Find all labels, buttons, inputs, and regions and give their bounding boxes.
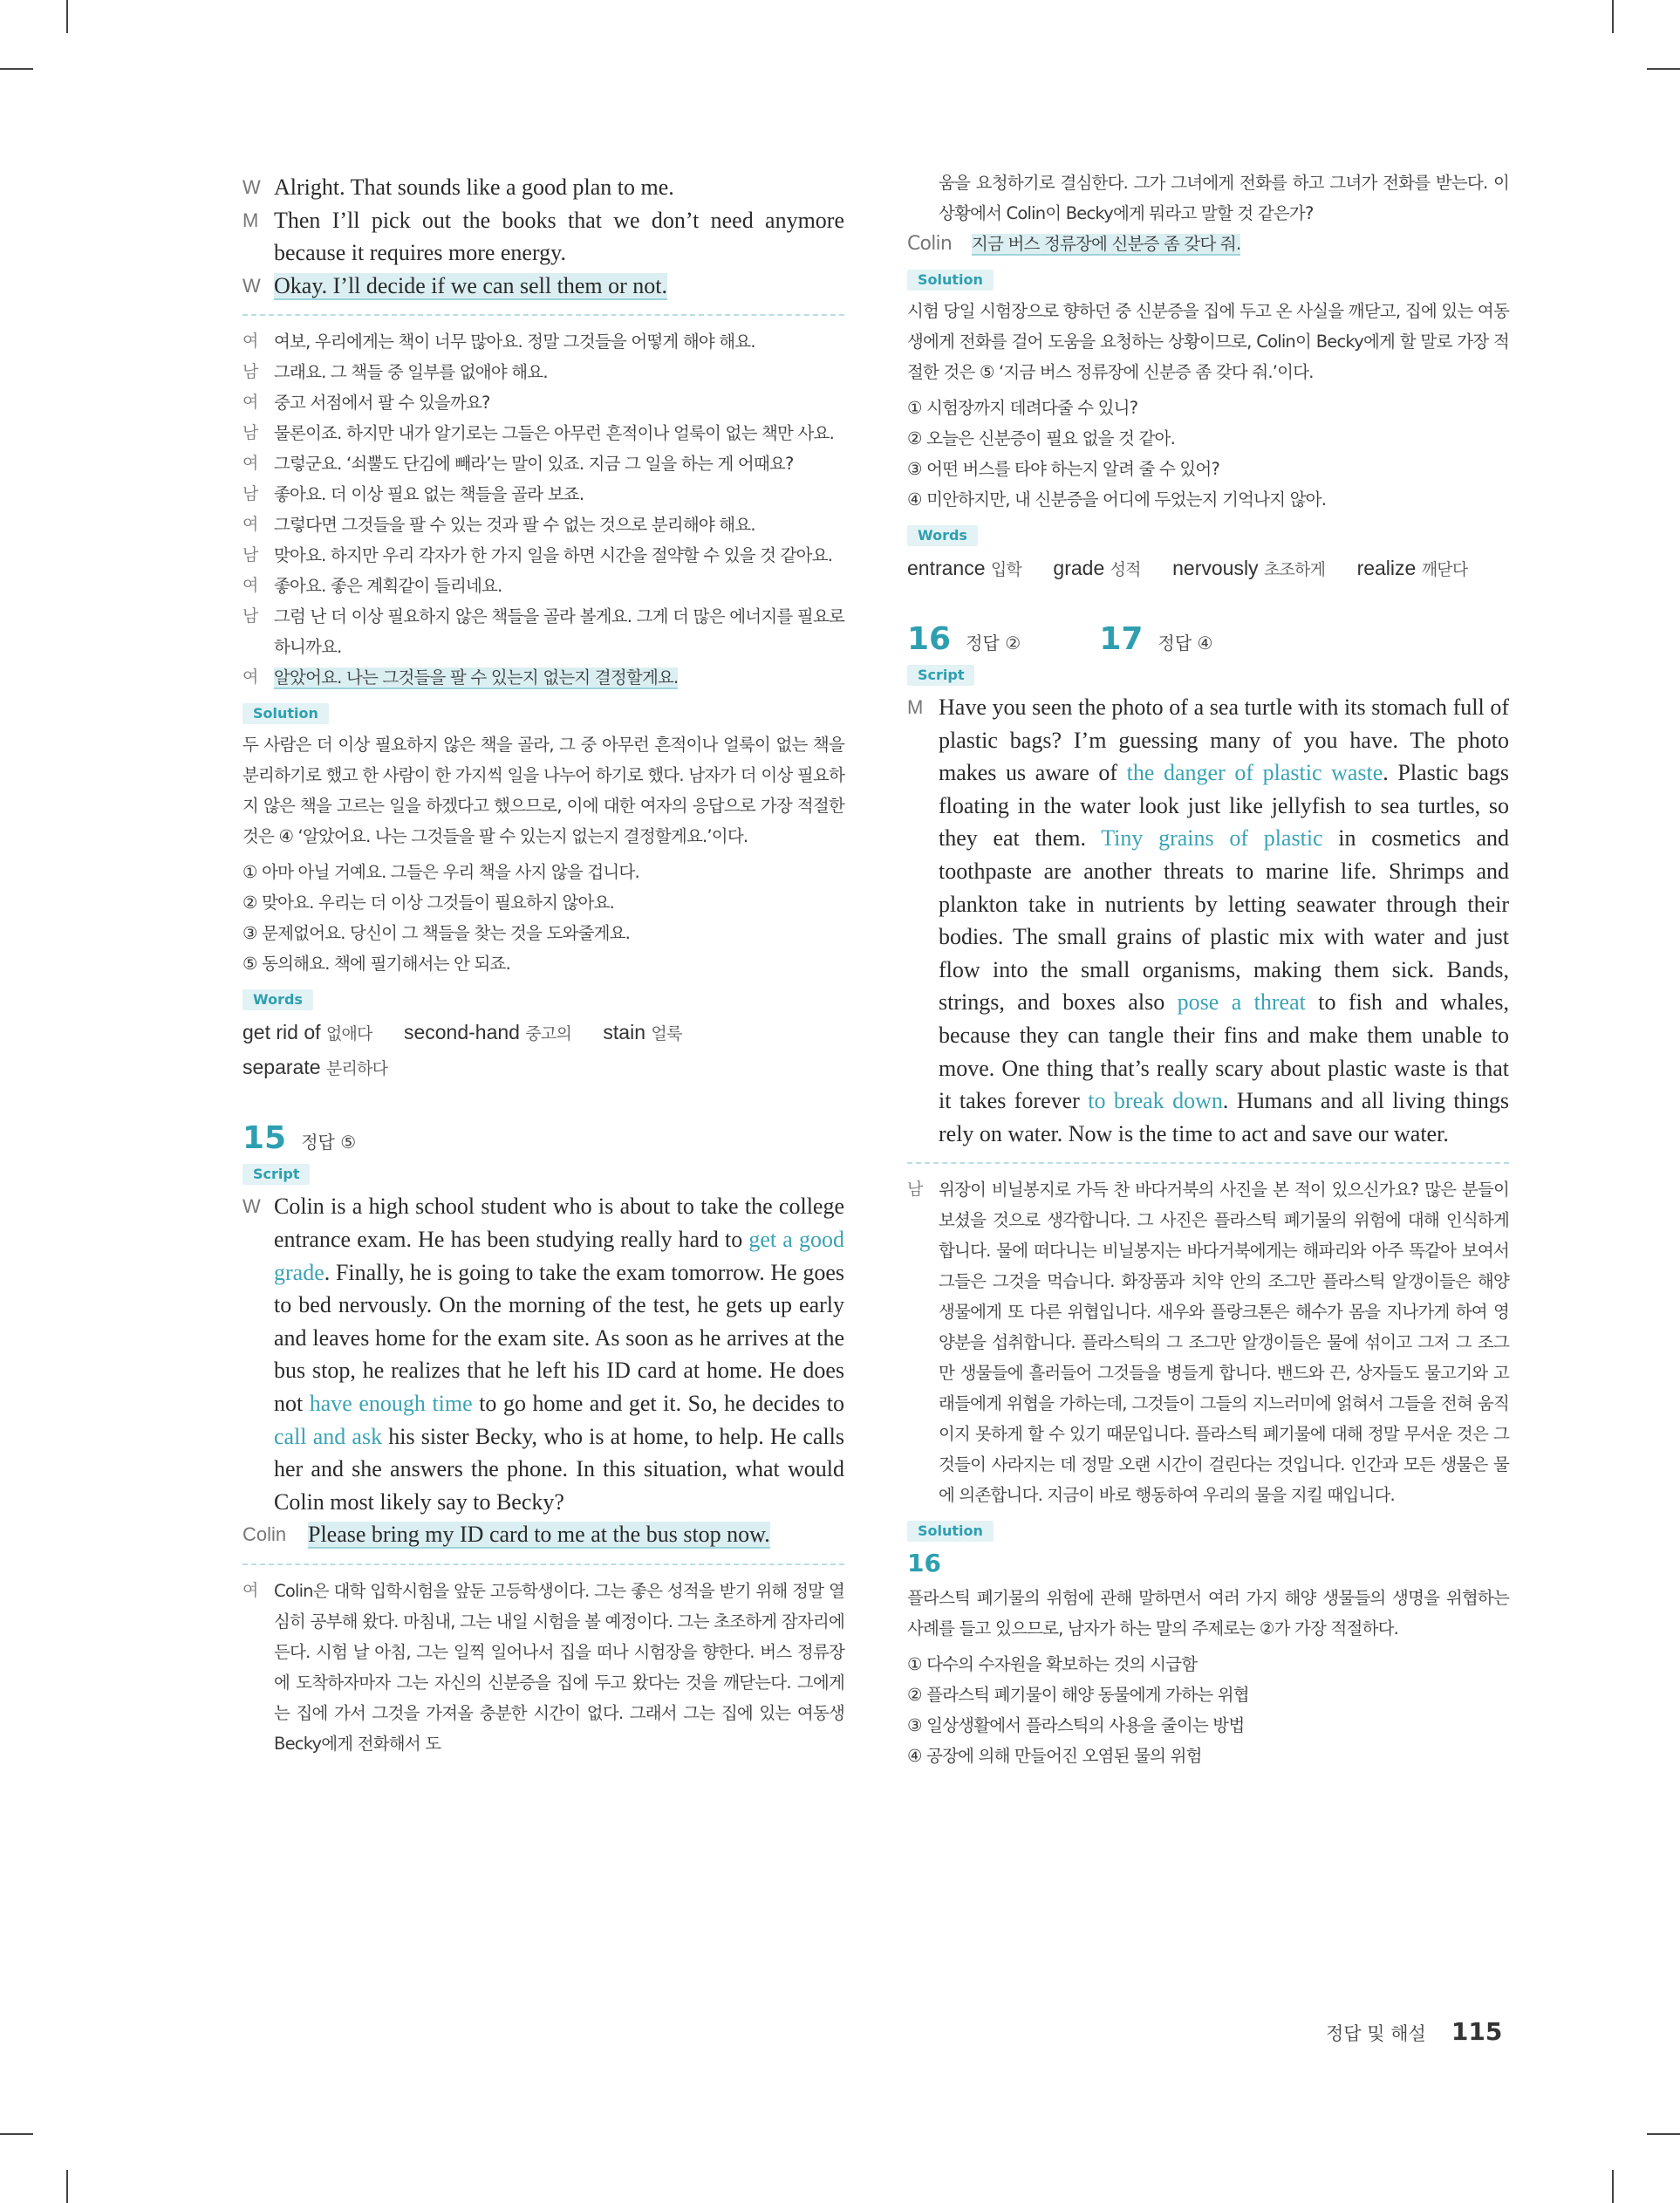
speaker-label: 여 <box>242 515 258 535</box>
script-segment: . Plastic bags floating in the water look just like jellyfish to sea turtles, so they eat them. <box>939 760 1509 852</box>
speaker-label: 여 <box>242 576 258 596</box>
answer-label: 정답 ⑤ <box>301 1132 357 1153</box>
translation-text: Colin은 대학 입학시험을 앞둔 고등학생이다. 그는 좋은 성적을 받기 위해 정말 열심히 공부해 왔다. 마침내, 그는 내일 시험을 볼 예정이다. 그는 초조하게 잠자리에 든다. 시험 날 아침, 그는 일찍 일어나서 집을 떠나 시험장을 향한다. 버스 정류장에 도착하자마자 그는 자신의 신분증을 집에 두고 왔다는 것을 깨닫는다. 그에게는 집에 가서 그것을 가져올 충분한 시간이 없다. 그래서 그는 집에 있는 여동생 Becky에게 전화해서 도 <box>274 1580 844 1754</box>
speaker-label: M <box>242 209 259 231</box>
word-ko: 깨닫다 <box>1421 560 1468 579</box>
solution-tag: Solution <box>907 1521 994 1542</box>
word-en: grade <box>1053 557 1105 579</box>
key-phrase: the danger of plastic waste <box>1126 760 1383 786</box>
option-item: ④ 공장에 의해 만들어진 오염된 물의 위험 <box>907 1746 1202 1767</box>
words-14 <box>242 1016 844 1085</box>
speaker-label: 여 <box>242 1580 258 1600</box>
translation-15-continued: 움을 요청하기로 결심한다. 그가 그녀에게 전화를 하고 그녀가 전화를 받는다. 이 상황에서 Colin이 Becky에게 뭐라고 말할 것 같은가? <box>939 173 1509 223</box>
translation-text: 여보, 우리에게는 책이 너무 많아요. 정말 그것들을 어떻게 해야 해요. <box>274 332 755 352</box>
speaker-label: 여 <box>242 454 258 474</box>
dialogue-text: Then I’ll pick out the books that we don’t need anymore because it requires more energy. <box>274 207 844 266</box>
script-segment: Colin is a high school student who is about to take the college entrance exam. He has been studying really hard to <box>274 1194 844 1252</box>
speaker-label: 남 <box>242 606 258 626</box>
page-number: 115 <box>1451 2017 1503 2046</box>
dialogue-line <box>242 171 844 204</box>
options-14 <box>242 857 844 979</box>
translation-line <box>242 601 844 662</box>
speaker-label: 남 <box>242 545 258 565</box>
speaker-label: Colin <box>907 233 952 255</box>
option-item: ③ 일상생활에서 플라스틱의 사용을 줄이는 방법 <box>907 1715 1245 1736</box>
script-text <box>939 694 1509 1146</box>
crop-mark <box>66 2170 68 2203</box>
script-tag: Script <box>907 665 974 686</box>
translation-line <box>242 540 844 571</box>
crop-mark <box>0 2133 33 2135</box>
speaker-label: 남 <box>242 362 258 382</box>
words-tag: Words <box>907 525 978 546</box>
speaker-label: 여 <box>242 667 258 688</box>
solution-tag: Solution <box>242 703 329 724</box>
option-item: ② 플라스틱 폐기물이 해양 동물에게 가하는 위협 <box>907 1685 1249 1706</box>
speaker-label: W <box>242 274 261 297</box>
word-ko: 얼룩 <box>651 1024 682 1044</box>
word-en: second-hand <box>403 1021 520 1044</box>
speaker-label: 남 <box>242 484 258 504</box>
options-16 <box>907 1649 1509 1771</box>
question-16-17-header <box>907 621 1509 661</box>
answer-highlight: 지금 버스 정류장에 신분증 좀 갖다 줘. <box>972 234 1241 254</box>
speaker-label: W <box>242 176 261 198</box>
footer-label: 정답 및 해설 <box>1326 2023 1426 2044</box>
script-segment: . Humans and all living things rely on water. Now is the time to act and save our water. <box>939 1088 1509 1146</box>
solution-15-text: 시험 당일 시험장으로 향하던 중 신분증을 집에 두고 온 사실을 깨닫고, 집에 있는 여동생에게 전화를 걸어 도움을 요청하는 상황이므로, Colin이 Becky에게 할 말로 가장 적절한 것은 ⑤ ‘지금 버스 정류장에 신분증 좀 갖다 줘.’이다. <box>907 301 1509 382</box>
option-item: ① 시험장까지 데려다줄 수 있니? <box>907 398 1138 418</box>
option-item: ⑤ 동의해요. 책에 필기해서는 안 되죠. <box>242 954 510 975</box>
script-tag: Script <box>242 1164 310 1185</box>
translation-line <box>242 326 844 357</box>
option-item: ① 아마 아닐 거예요. 그들은 우리 책을 사지 않을 겁니다. <box>242 862 639 883</box>
script-16 <box>907 691 1509 1150</box>
translation-text: 맞아요. 하지만 우리 각자가 한 가지 일을 하면 시간을 절약할 수 있을 것 같아요. <box>274 545 833 566</box>
script-segment: to fish and whales, because they can tangle their fins and make them unable to move. One thing that’s really scary about plastic waste is that it takes forever <box>939 989 1509 1114</box>
colin-answer-line <box>242 1518 844 1551</box>
crop-mark <box>1612 2170 1614 2203</box>
page-footer <box>1326 2017 1502 2046</box>
right-column <box>907 0 1509 1771</box>
crop-mark <box>1647 2133 1680 2135</box>
dialogue-line <box>242 270 844 303</box>
question-15-header <box>242 1120 844 1160</box>
option-item: ② 오늘은 신분증이 필요 없을 것 같아. <box>907 428 1175 448</box>
word-en: entrance <box>907 557 986 579</box>
translation-15 <box>242 1576 844 1759</box>
option-item: ① 다수의 수자원을 확보하는 것의 시급함 <box>907 1654 1198 1675</box>
translation-line <box>242 510 844 540</box>
translation-text: 중고 서점에서 팔 수 있을까요? <box>274 393 490 414</box>
translation-line <box>242 387 844 418</box>
word-ko: 입학 <box>990 560 1022 579</box>
solution-14-text: 두 사람은 더 이상 필요하지 않은 책을 골라, 그 중 아무런 흔적이나 얼룩이 없는 책을 분리하기로 했고 한 사람이 한 가지씩 일을 나누어 하기로 했다. 남자가 더 이상 필요하지 않은 책을 고르는 일을 하겠다고 했으므로, 이에 대한 여자의 응답으로 가장 적절한 것은 ④ ‘알았어요. 나는 그것들을 팔 수 있는지 없는지 결정할게요.’이다. <box>242 735 844 847</box>
translation-line <box>242 448 844 479</box>
key-phrase: get a good grade <box>274 1226 844 1285</box>
script-text <box>274 1194 844 1514</box>
script-segment: his sister Becky, who is at home, to help. He calls her and she answers the phone. In this situation, what would Colin most likely say to Becky? <box>274 1423 844 1515</box>
speaker-label: 여 <box>242 393 258 413</box>
translation-text: 좋아요. 좋은 계획같이 들리네요. <box>274 576 502 597</box>
key-phrase: pose a threat <box>1177 989 1306 1016</box>
translation-line <box>242 662 844 693</box>
left-column <box>242 0 844 1759</box>
translation-line <box>242 479 844 510</box>
translation-14 <box>242 326 844 693</box>
crop-mark <box>1647 68 1680 70</box>
solution-16-text: 플라스틱 폐기물의 위험에 관해 말하면서 여러 가지 해양 생물들의 생명을 위협하는 사례를 들고 있으므로, 남자가 하는 말의 주제로는 ②가 가장 적절하다. <box>907 1588 1509 1639</box>
question-number: 17 <box>1099 621 1144 657</box>
answer-highlight: Please bring my ID card to me at the bus stop now. <box>308 1522 770 1548</box>
translation-text: 그렇다면 그것들을 팔 수 있는 것과 팔 수 없는 것으로 분리해야 해요. <box>274 515 755 536</box>
speaker-label: 남 <box>907 1180 923 1200</box>
translation-text: 그렇군요. ‘쇠뿔도 단김에 빼라’는 말이 있죠. 지금 그 일을 하는 게 어때요? <box>274 454 794 475</box>
words-15 <box>907 551 1509 586</box>
script-segment: . Finally, he is going to take the exam tomorrow. He goes to bed nervously. On the morning of the test, he gets up early and leaves home for the exam site. As soon as he arrives at the bus stop, he realizes that he left his ID card at home. He does not <box>274 1259 844 1416</box>
word-en: nervously <box>1172 557 1259 579</box>
crop-mark <box>66 0 68 33</box>
translation-text: 그럼 난 더 이상 필요하지 않은 책들을 골라 볼게요. 그게 더 많은 에너지를 필요로 하니까요. <box>274 606 844 658</box>
dashed-divider <box>907 1162 1509 1164</box>
answer-highlight: Okay. I’ll decide if we can sell them or not. <box>274 272 667 298</box>
solution-number: 16 <box>907 1549 941 1578</box>
key-phrase: have enough time <box>309 1390 473 1416</box>
translation-text: 물론이죠. 하지만 내가 알기로는 그들은 아무런 흔적이나 얼룩이 없는 책만 사요. <box>274 423 834 444</box>
translation-line <box>242 571 844 601</box>
translation-line <box>242 357 844 387</box>
word-ko: 분리하다 <box>325 1059 388 1079</box>
word-en: get rid of <box>242 1021 321 1044</box>
speaker-label: M <box>907 696 924 718</box>
word-en: separate <box>242 1056 321 1079</box>
speaker-label: 여 <box>242 332 258 352</box>
option-item: ③ 어떤 버스를 타야 하는지 알려 줄 수 있어? <box>907 459 1220 479</box>
option-item: ④ 미안하지만, 내 신분증을 어디에 두었는지 기억나지 않아. <box>907 489 1327 510</box>
word-en: realize <box>1356 557 1417 579</box>
speaker-label: 남 <box>242 423 258 443</box>
word-ko: 초조하게 <box>1263 560 1326 579</box>
option-item: ② 맞아요. 우리는 더 이상 그것들이 필요하지 않아요. <box>242 893 615 913</box>
translation-text: 그래요. 그 책들 중 일부를 없애야 해요. <box>274 362 548 383</box>
word-ko: 성적 <box>1110 560 1141 579</box>
dashed-divider <box>242 1563 844 1565</box>
dashed-divider <box>242 314 844 316</box>
word-en: stain <box>603 1021 645 1044</box>
question-number: 16 <box>907 621 952 657</box>
translation-text: 위장이 비닐봉지로 가득 찬 바다거북의 사진을 본 적이 있으신가요? 많은 분들이 보셨을 것으로 생각합니다. 그 사진은 플라스틱 폐기물의 위험에 대해 인식하게 합니다. 물에 떠다니는 비닐봉지는 바다거북에게는 해파리와 아주 똑같아 보여서 그들은 그것을 먹습니다. 화장품과 치약 안의 조그만 플라스틱 알갱이들은 해양 생물에게 또 다른 위협입니다. 새우와 플랑크톤은 해수가 몸을 지나가게 하여 영양분을 섭취합니다. 플라스틱의 그 조그만 알갱이들은 물에 섞이고 그저 그 조그만 생물들에 흘러들어 그것들을 병들게 합니다. 밴드와 끈, 상자들도 물고기와 고래들에게 위협을 가하는데, 그것들이 그들의 지느러미에 얽혀서 그들을 전혀 움직이지 못하게 할 수 있기 때문입니다. 플라스틱 폐기물에 대해 정말 무서운 것은 그것들이 사라지는 데 정말 오랜 시간이 걸린다는 것입니다. 인간과 모든 생물은 물에 의존합니다. 지금이 바로 행동하여 우리의 물을 지킬 때입니다. <box>939 1180 1509 1506</box>
speaker-label: W <box>242 1195 261 1218</box>
translation-line <box>242 418 844 448</box>
solution-tag: Solution <box>907 270 994 291</box>
script-segment: to go home and get it. So, he decides to <box>472 1390 844 1416</box>
translation-text: 알았어요. 나는 그것들을 팔 수 있는지 없는지 결정할게요. <box>274 667 679 688</box>
key-phrase: call and ask <box>274 1423 383 1449</box>
dialogue-line <box>242 204 844 270</box>
colin-ko-line <box>907 229 1509 259</box>
answer-label: 정답 ④ <box>1158 633 1213 653</box>
script-segment: in cosmetics and toothpaste are another threats to marine life. Shrimps and plankton take in nutrients by letting seawater through their bodies. The small grains of plastic mix with water and just flow into the small organisms, making them sick. Bands, strings, and boxes also <box>939 825 1509 1016</box>
answer-label: 정답 ② <box>966 633 1021 653</box>
key-phrase: to break down <box>1088 1088 1223 1114</box>
word-ko: 없애다 <box>325 1024 372 1044</box>
translation-text: 좋아요. 더 이상 필요 없는 책들을 골라 보죠. <box>274 484 584 505</box>
script-segment: Have you seen the photo of a sea turtle with its stomach full of plastic bags? I’m guessing many of you have. The photo makes us aware of <box>939 694 1509 786</box>
dialogue-text: Alright. That sounds like a good plan to me. <box>274 174 674 200</box>
question-number: 15 <box>242 1120 287 1157</box>
crop-mark <box>0 68 33 70</box>
key-phrase: Tiny grains of plastic <box>1101 825 1323 852</box>
word-ko: 중고의 <box>525 1024 572 1044</box>
options-15 <box>907 393 1509 515</box>
script-15 <box>242 1190 844 1518</box>
words-tag: Words <box>242 989 313 1010</box>
translation-16 <box>907 1174 1509 1510</box>
option-item: ③ 문제없어요. 당신이 그 책들을 찾는 것을 도와줄게요. <box>242 923 631 944</box>
speaker-label: Colin <box>242 1523 287 1546</box>
crop-mark <box>1612 0 1614 33</box>
